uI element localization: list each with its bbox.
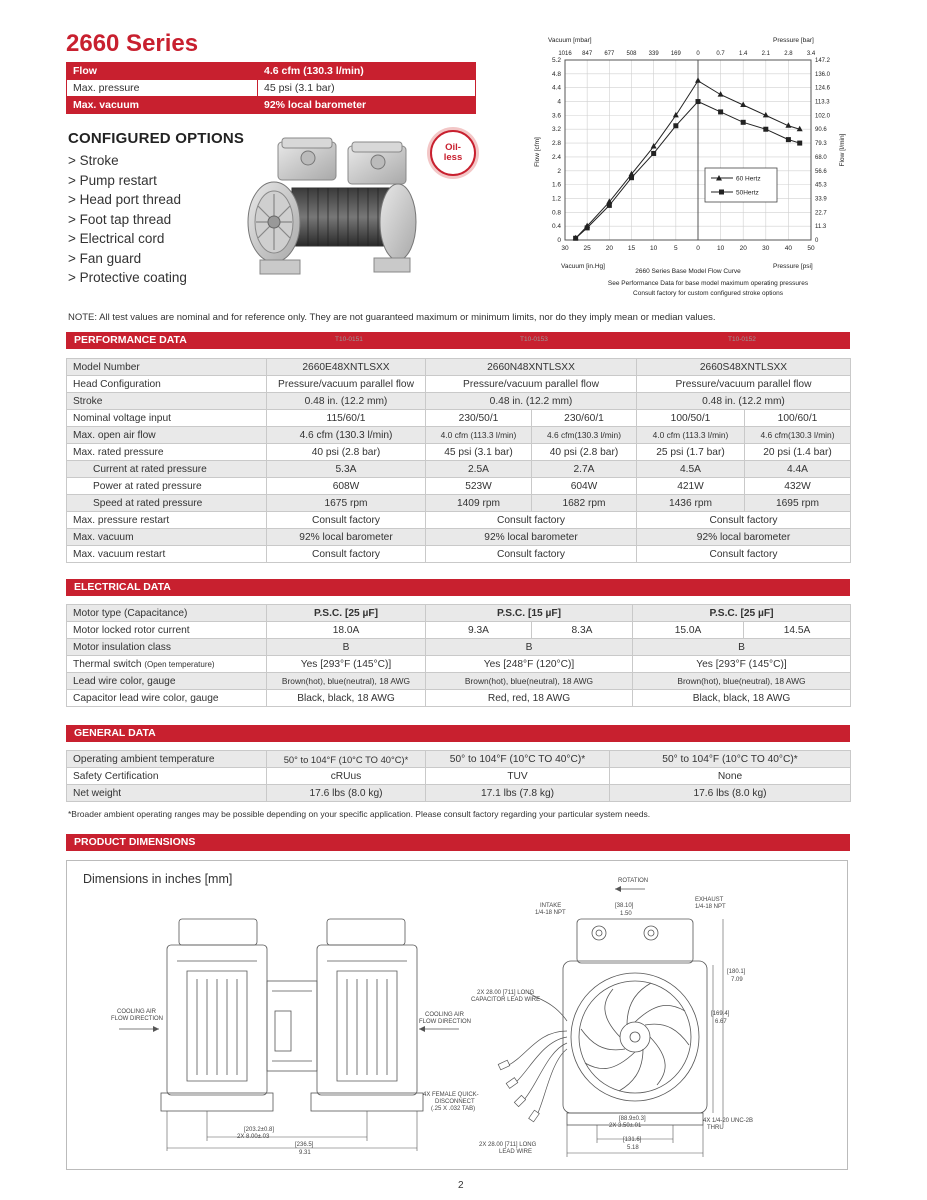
table-row bbox=[67, 785, 851, 802]
row-label: Motor insulation class bbox=[67, 639, 267, 656]
y-tick-label-left: 0.8 bbox=[551, 209, 561, 217]
dimension-label: 5.18 bbox=[627, 1145, 639, 1151]
table-cell: 92% local barometer bbox=[267, 529, 426, 546]
spec-value: 45 psi (3.1 bar) bbox=[258, 80, 476, 97]
table-cell: 20 psi (1.4 bar) bbox=[745, 444, 851, 461]
table-cell: 92% local barometer bbox=[637, 529, 851, 546]
table-cell: 17.6 lbs (8.0 kg) bbox=[267, 785, 426, 802]
dimension-label: COOLING AIR bbox=[425, 1012, 465, 1018]
y-tick-label-left: 4.4 bbox=[551, 84, 561, 92]
row-label bbox=[67, 656, 267, 673]
table-cell: Yes [293°F (145°C)] bbox=[633, 656, 851, 673]
key-specs-table bbox=[66, 62, 476, 114]
y-tick-label-left: 1.2 bbox=[551, 195, 561, 203]
badge-line: less bbox=[443, 152, 463, 163]
table-cell: 608W bbox=[267, 478, 426, 495]
flow-curve-chart bbox=[528, 32, 858, 302]
table-row bbox=[67, 478, 851, 495]
table-cell: Brown(hot), blue(neutral), 18 AWG bbox=[426, 673, 633, 690]
column-code: T10-0153 bbox=[520, 336, 548, 343]
table-cell: 40 psi (2.8 bar) bbox=[532, 444, 637, 461]
table-cell: 9.3A bbox=[426, 622, 532, 639]
data-point-50hz bbox=[673, 123, 678, 128]
side-view-drawing bbox=[161, 919, 423, 1111]
table-cell: TUV bbox=[426, 768, 610, 785]
table-cell: 230/50/1 bbox=[426, 410, 532, 427]
row-label: Max. vacuum restart bbox=[67, 546, 267, 563]
table-cell: 1675 rpm bbox=[267, 495, 426, 512]
table-cell: Brown(hot), blue(neutral), 18 AWG bbox=[267, 673, 426, 690]
quick-disconnect-terminals bbox=[498, 1060, 539, 1122]
spec-row-flow bbox=[67, 63, 476, 80]
dimension-label: FLOW DIRECTION bbox=[419, 1019, 471, 1025]
spec-value: 92% local barometer bbox=[258, 97, 476, 114]
table-row bbox=[67, 529, 851, 546]
table-cell: 604W bbox=[532, 478, 637, 495]
row-label: Motor locked rotor current bbox=[67, 622, 267, 639]
table-row bbox=[67, 639, 851, 656]
x-tick-label-top: 0 bbox=[696, 51, 700, 57]
y-tick-label-left: 4.8 bbox=[551, 70, 561, 78]
table-cell: 4.6 cfm(130.3 l/min) bbox=[532, 427, 637, 444]
x-tick-label-bottom: 0 bbox=[696, 245, 700, 252]
dimension-label: 1.50 bbox=[620, 911, 632, 917]
y-tick-label-right: 147.2 bbox=[815, 58, 831, 64]
table-cell: 15.0A bbox=[633, 622, 744, 639]
x-tick-label-bottom: 40 bbox=[784, 245, 793, 252]
x-tick-label-top: 847 bbox=[582, 51, 593, 57]
dimension-label: 9.31 bbox=[299, 1150, 311, 1156]
x-tick-label-top: 3.4 bbox=[806, 51, 816, 57]
data-point-50hz bbox=[741, 120, 746, 125]
x-tick-label-bottom: 30 bbox=[762, 245, 770, 252]
row-label: Nominal voltage input bbox=[67, 410, 267, 427]
y-tick-label-left: 2.8 bbox=[551, 140, 561, 148]
x-tick-label-bottom: 10 bbox=[716, 245, 725, 252]
table-row bbox=[67, 673, 851, 690]
table-cell: B bbox=[633, 639, 851, 656]
list-item: > Head port thread bbox=[68, 192, 181, 207]
x-tick-label-bottom: 5 bbox=[674, 245, 678, 252]
dimension-label: EXHAUST bbox=[695, 897, 724, 903]
table-cell: 115/60/1 bbox=[267, 410, 426, 427]
dimension-label: [180.1] bbox=[727, 969, 746, 975]
right-y-axis-title: Flow [l/min] bbox=[839, 133, 846, 167]
table-cell: 2660E48XNTLSXX bbox=[267, 359, 426, 376]
table-cell: 40 psi (2.8 bar) bbox=[267, 444, 426, 461]
data-point-50hz bbox=[797, 141, 802, 146]
table-cell: 8.3A bbox=[532, 622, 633, 639]
table-cell: B bbox=[267, 639, 426, 656]
table-row bbox=[67, 427, 851, 444]
configured-options-list bbox=[68, 151, 187, 288]
x-tick-label-top: 1.4 bbox=[739, 51, 748, 57]
arrow-head-icon bbox=[419, 1026, 425, 1032]
table-cell: Consult factory bbox=[637, 546, 851, 563]
spec-label: Max. vacuum bbox=[67, 97, 258, 114]
general-data-header: GENERAL DATA bbox=[66, 725, 850, 742]
left-y-axis-title: Flow [cfm] bbox=[534, 137, 541, 167]
row-label: Max. open air flow bbox=[67, 427, 267, 444]
data-point-50hz bbox=[651, 151, 656, 156]
dimension-label: 2X 8.00±.03 bbox=[237, 1134, 270, 1140]
row-label: Lead wire color, gauge bbox=[67, 673, 267, 690]
table-row bbox=[67, 546, 851, 563]
y-tick-label-left: 0 bbox=[557, 237, 561, 244]
page-number: 2 bbox=[458, 1180, 464, 1191]
table-cell: 14.5A bbox=[744, 622, 851, 639]
y-tick-label-left: 1.6 bbox=[551, 181, 561, 189]
list-item: > Foot tap thread bbox=[68, 211, 172, 227]
dimension-label: 2X 3.50±.01 bbox=[609, 1123, 642, 1129]
chart-note: See Performance Data for base model maximum operating pressures bbox=[607, 280, 809, 287]
y-tick-label-right: 124.6 bbox=[815, 85, 831, 92]
dimension-label: THRU bbox=[707, 1125, 724, 1131]
y-tick-label-right: 33.9 bbox=[815, 196, 827, 203]
badge-line: Oil- bbox=[445, 142, 461, 153]
row-label: Current at rated pressure bbox=[67, 461, 267, 478]
square-marker-icon bbox=[719, 190, 724, 195]
table-cell: 1682 rpm bbox=[532, 495, 637, 512]
bottom-right-axis-title: Pressure [psi] bbox=[773, 263, 813, 270]
dimension-label: 1/4-18 NPT bbox=[535, 910, 566, 916]
y-tick-label-left: 3.6 bbox=[551, 112, 561, 120]
y-tick-label-right: 22.7 bbox=[815, 210, 827, 217]
table-row bbox=[67, 622, 851, 639]
table-cell: Consult factory bbox=[426, 512, 637, 529]
table-cell: Black, black, 18 AWG bbox=[267, 690, 426, 707]
lead-wires bbox=[507, 993, 567, 1115]
table-cell: 1436 rpm bbox=[637, 495, 745, 512]
row-label: Model Number bbox=[67, 359, 267, 376]
row-label: Operating ambient temperature bbox=[67, 751, 267, 768]
table-cell: 25 psi (1.7 bar) bbox=[637, 444, 745, 461]
dimension-label: COOLING AIR bbox=[117, 1009, 157, 1015]
row-label: Max. pressure restart bbox=[67, 512, 267, 529]
x-tick-label-top: 2.1 bbox=[761, 51, 770, 57]
table-cell: P.S.C. [25 µF] bbox=[633, 605, 851, 622]
table-cell: 230/60/1 bbox=[532, 410, 637, 427]
table-cell: 0.48 in. (12.2 mm) bbox=[637, 393, 851, 410]
column-code: T10-0152 bbox=[728, 336, 756, 343]
table-cell: 4.0 cfm (113.3 l/min) bbox=[637, 427, 745, 444]
row-label: Motor type (Capacitance) bbox=[67, 605, 267, 622]
x-tick-label-top: 508 bbox=[626, 51, 637, 57]
table-cell: 2.5A bbox=[426, 461, 532, 478]
table-cell: B bbox=[426, 639, 633, 656]
table-row bbox=[67, 495, 851, 512]
footnote: *Broader ambient operating ranges may be possible depending on your specific application. Please consult factory regarding your particular system needs. bbox=[68, 809, 651, 819]
table-row bbox=[67, 768, 851, 785]
table-cell: 4.0 cfm (113.3 l/min) bbox=[426, 427, 532, 444]
table-cell: 5.3A bbox=[267, 461, 426, 478]
data-point-50hz bbox=[585, 225, 590, 230]
electrical-table bbox=[66, 604, 851, 707]
dimension-label: [169.4] bbox=[711, 1011, 730, 1017]
dimension-label: 6.67 bbox=[715, 1019, 727, 1025]
y-tick-label-left: 0.4 bbox=[551, 223, 561, 231]
data-point-50hz bbox=[629, 175, 634, 180]
legend-box bbox=[705, 168, 777, 202]
dimension-label: (.25 X .032 TAB) bbox=[431, 1106, 476, 1112]
table-cell: 523W bbox=[426, 478, 532, 495]
top-right-axis-title: Pressure [bar] bbox=[773, 37, 814, 44]
table-cell: Pressure/vacuum parallel flow bbox=[637, 376, 851, 393]
general-table bbox=[66, 750, 851, 802]
dimension-label: ROTATION bbox=[618, 878, 649, 884]
table-cell: P.S.C. [15 µF] bbox=[426, 605, 633, 622]
chart-legend bbox=[705, 168, 777, 202]
y-tick-label-right: 136.0 bbox=[815, 71, 831, 78]
performance-table bbox=[66, 358, 851, 563]
table-row bbox=[67, 410, 851, 427]
table-row bbox=[67, 605, 851, 622]
x-tick-label-top: 169 bbox=[670, 51, 681, 57]
dimension-label: [88.9±0.3] bbox=[619, 1116, 646, 1122]
list-item: > Fan guard bbox=[68, 250, 142, 266]
dimension-label: [38.10] bbox=[615, 903, 634, 909]
table-cell: Consult factory bbox=[426, 546, 637, 563]
row-label: Max. vacuum bbox=[67, 529, 267, 546]
spec-label: Max. pressure bbox=[67, 80, 258, 97]
disclaimer-note: NOTE: All test values are nominal and for reference only. They are not guaranteed maximum or minimum limits, nor do they imply mean or median values. bbox=[68, 312, 716, 323]
legend-label: 60 Hertz bbox=[736, 175, 761, 183]
y-tick-label-left: 2 bbox=[557, 167, 561, 175]
dimension-label: FLOW DIRECTION bbox=[111, 1016, 163, 1022]
legend-label: 50Hertz bbox=[736, 189, 759, 197]
table-row bbox=[67, 461, 851, 478]
table-cell: 0.48 in. (12.2 mm) bbox=[267, 393, 426, 410]
dimension-label: 4X FEMALE QUICK- bbox=[423, 1092, 479, 1098]
table-cell: Pressure/vacuum parallel flow bbox=[267, 376, 426, 393]
table-row bbox=[67, 376, 851, 393]
table-cell: Yes [248°F (120°C)] bbox=[426, 656, 633, 673]
row-label: Safety Certification bbox=[67, 768, 267, 785]
dimension-label: [131.6] bbox=[623, 1137, 642, 1143]
configured-options-heading: CONFIGURED OPTIONS bbox=[68, 130, 245, 147]
table-cell: 2.7A bbox=[532, 461, 637, 478]
spec-value: 4.6 cfm (130.3 l/min) bbox=[258, 63, 476, 80]
x-tick-label-bottom: 20 bbox=[739, 245, 747, 252]
oil-less-badge bbox=[430, 130, 476, 176]
row-label: Power at rated pressure bbox=[67, 478, 267, 495]
table-cell: 92% local barometer bbox=[426, 529, 637, 546]
x-tick-label-bottom: 30 bbox=[561, 245, 569, 252]
y-tick-label-right: 113.3 bbox=[815, 99, 830, 106]
list-item: > Protective coating bbox=[68, 270, 187, 285]
spec-label: Flow bbox=[67, 63, 258, 80]
chart-title: 2660 Series Base Model Flow Curve bbox=[635, 268, 741, 275]
table-cell: 100/60/1 bbox=[745, 410, 851, 427]
y-tick-label-right: 0 bbox=[815, 238, 819, 244]
table-row bbox=[67, 393, 851, 410]
row-label: Capacitor lead wire color, gauge bbox=[67, 690, 267, 707]
row-label: Max. rated pressure bbox=[67, 444, 267, 461]
data-point-50hz bbox=[786, 137, 791, 142]
table-cell: Consult factory bbox=[267, 512, 426, 529]
table-cell: 4.6 cfm (130.3 l/min) bbox=[267, 427, 426, 444]
x-tick-label-bottom: 20 bbox=[605, 245, 613, 252]
table-row bbox=[67, 656, 851, 673]
table-cell: 421W bbox=[637, 478, 745, 495]
table-cell: 17.1 lbs (7.8 kg) bbox=[426, 785, 610, 802]
table-row bbox=[67, 444, 851, 461]
dimension-label: CAPACITOR LEAD WIRE bbox=[471, 997, 541, 1003]
table-cell: Yes [293°F (145°C)] bbox=[267, 656, 426, 673]
table-row bbox=[67, 359, 851, 376]
dimension-label: 7.09 bbox=[731, 977, 743, 983]
dimension-label: LEAD WIRE bbox=[499, 1149, 533, 1155]
dimension-label: 1/4-18 NPT bbox=[695, 904, 726, 910]
x-tick-label-bottom: 50 bbox=[807, 245, 815, 252]
table-row bbox=[67, 512, 851, 529]
data-point-60hz bbox=[695, 77, 701, 83]
table-cell: Brown(hot), blue(neutral), 18 AWG bbox=[633, 673, 851, 690]
table-cell: 100/50/1 bbox=[637, 410, 745, 427]
table-cell: Consult factory bbox=[637, 512, 851, 529]
table-cell: 4.5A bbox=[637, 461, 745, 478]
dimension-drawing bbox=[67, 861, 847, 1169]
x-tick-label-bottom: 15 bbox=[627, 245, 636, 252]
table-cell: 50° to 104°F (10°C TO 40°C)* bbox=[426, 751, 610, 768]
y-tick-label-right: 56.6 bbox=[815, 168, 827, 175]
table-cell: 2660N48XNTLSXX bbox=[426, 359, 637, 376]
x-tick-label-bottom: 10 bbox=[650, 245, 658, 252]
y-tick-label-left: 4 bbox=[557, 98, 561, 106]
dimension-label: [236.5] bbox=[295, 1142, 314, 1148]
dimension-label: INTAKE bbox=[540, 903, 562, 909]
table-cell: Black, black, 18 AWG bbox=[633, 690, 851, 707]
table-cell: 432W bbox=[745, 478, 851, 495]
y-tick-label-left: 5.2 bbox=[551, 57, 561, 64]
dimension-label: [203.2±0.8] bbox=[244, 1127, 274, 1133]
dimension-lines-side bbox=[167, 1111, 417, 1151]
chart-note: Consult factory for custom configured stroke options bbox=[633, 290, 783, 297]
table-cell: 18.0A bbox=[267, 622, 426, 639]
y-tick-label-right: 11.3 bbox=[815, 224, 827, 231]
table-cell: 17.6 lbs (8.0 kg) bbox=[610, 785, 851, 802]
data-point-50hz bbox=[573, 236, 578, 241]
x-tick-label-top: 0.7 bbox=[716, 51, 725, 57]
table-cell: Pressure/vacuum parallel flow bbox=[426, 376, 637, 393]
table-cell: 50° to 104°F (10°C TO 40°C)* bbox=[267, 751, 426, 768]
data-point-50hz bbox=[718, 109, 723, 114]
front-view-drawing bbox=[563, 919, 707, 1125]
table-cell: 0.48 in. (12.2 mm) bbox=[426, 393, 637, 410]
row-label: Net weight bbox=[67, 785, 267, 802]
y-tick-label-right: 102.0 bbox=[815, 113, 831, 120]
data-point-50hz bbox=[763, 127, 768, 132]
list-item: > Stroke bbox=[68, 153, 119, 168]
bottom-left-axis-title: Vacuum [in.Hg] bbox=[561, 263, 605, 270]
top-left-axis-title: Vacuum [mbar] bbox=[548, 37, 592, 44]
row-label-text: Thermal switch bbox=[73, 658, 142, 670]
electrical-data-header: ELECTRICAL DATA bbox=[66, 579, 850, 596]
performance-data-header: PERFORMANCE DATA bbox=[66, 332, 850, 349]
table-cell: cRUus bbox=[267, 768, 426, 785]
y-tick-label-right: 79.3 bbox=[815, 141, 827, 148]
dimension-label: DISCONNECT bbox=[435, 1099, 475, 1105]
table-cell: 50° to 104°F (10°C TO 40°C)* bbox=[610, 751, 851, 768]
y-tick-label-right: 68.0 bbox=[815, 154, 827, 161]
x-tick-label-top: 2.8 bbox=[784, 51, 793, 57]
table-cell: None bbox=[610, 768, 851, 785]
table-cell: 4.6 cfm(130.3 l/min) bbox=[745, 427, 851, 444]
row-label: Head Configuration bbox=[67, 376, 267, 393]
arrow-head-icon bbox=[615, 886, 621, 892]
dimension-label: 4X 1/4-20 UNC-2B bbox=[703, 1118, 754, 1124]
dimensions-title: Dimensions in inches [mm] bbox=[83, 872, 233, 886]
list-item: > Pump restart bbox=[68, 172, 157, 188]
arrow-head-icon bbox=[153, 1026, 159, 1032]
table-cell: 1409 rpm bbox=[426, 495, 532, 512]
row-label-sub: (Open temperature) bbox=[144, 659, 215, 669]
table-row bbox=[67, 690, 851, 707]
table-cell: Red, red, 18 AWG bbox=[426, 690, 633, 707]
table-cell: Consult factory bbox=[267, 546, 426, 563]
y-tick-label-left: 3.2 bbox=[551, 126, 561, 134]
table-cell: 4.4A bbox=[745, 461, 851, 478]
x-tick-label-top: 1016 bbox=[558, 51, 572, 57]
table-cell: P.S.C. [25 µF] bbox=[267, 605, 426, 622]
table-cell: 45 psi (3.1 bar) bbox=[426, 444, 532, 461]
product-dimensions-header: PRODUCT DIMENSIONS bbox=[66, 834, 850, 851]
dimension-label: 2X 28.00 [711] LONG bbox=[479, 1142, 537, 1148]
column-code: T10-0151 bbox=[335, 336, 363, 343]
pump-product-image bbox=[238, 136, 418, 296]
table-row bbox=[67, 751, 851, 768]
y-tick-label-right: 45.3 bbox=[815, 182, 827, 189]
row-label: Speed at rated pressure bbox=[67, 495, 267, 512]
y-tick-label-left: 2.4 bbox=[551, 153, 561, 161]
x-tick-label-top: 677 bbox=[604, 51, 615, 57]
page-title: 2660 Series bbox=[66, 30, 199, 57]
data-point-50hz bbox=[696, 99, 701, 104]
row-label: Stroke bbox=[67, 393, 267, 410]
table-cell: 1695 rpm bbox=[745, 495, 851, 512]
spec-row-vacuum bbox=[67, 97, 476, 114]
spec-row-pressure bbox=[67, 80, 476, 97]
y-tick-label-right: 90.6 bbox=[815, 127, 827, 134]
data-point-50hz bbox=[607, 203, 612, 208]
table-cell: 2660S48XNTLSXX bbox=[637, 359, 851, 376]
x-tick-label-top: 339 bbox=[648, 51, 659, 57]
x-tick-label-bottom: 25 bbox=[583, 245, 591, 252]
dimension-label: 2X 28.00 [711] LONG bbox=[477, 990, 535, 996]
list-item: > Electrical cord bbox=[68, 231, 165, 246]
